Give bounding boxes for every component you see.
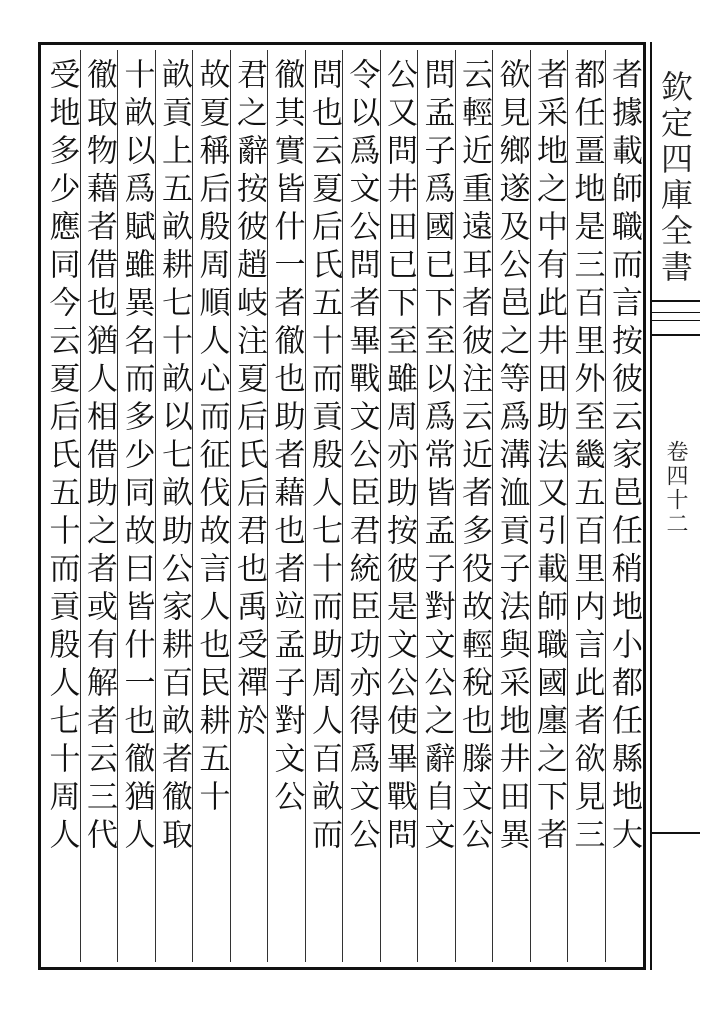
column-rule bbox=[492, 50, 493, 962]
text-column: 畝貢上五畝耕七十畝以七畝助公家耕百畝者徹取 bbox=[156, 58, 192, 856]
fishtail-mark bbox=[652, 300, 700, 336]
column-rule bbox=[267, 50, 268, 962]
text-column: 欲見鄉遂及公邑之等爲溝洫貢子法與采地井田異 bbox=[493, 58, 530, 856]
text-column: 問孟子爲國已下至以爲常皆孟子對文公之辭自文 bbox=[418, 58, 455, 856]
margin-volume-number: 卷四十二 bbox=[663, 440, 688, 536]
text-column: 徹其實皆什一者徹也助者藉也者竝孟子對文公 bbox=[268, 58, 305, 818]
margin-book-title: 欽定四庫全書 bbox=[656, 70, 694, 286]
text-column: 十畝以爲賦雖異名而多少同故曰皆什一也徹猶人 bbox=[118, 58, 155, 856]
text-column: 公又問井田已下至雖周亦助按彼是文公使畢戰問 bbox=[381, 58, 417, 856]
text-column: 受地多少應同今云夏后氏五十而貢殷人七十周人 bbox=[43, 58, 80, 856]
text-column: 令以爲文公問者畢戰文公臣君統臣功亦得爲文公 bbox=[343, 58, 380, 856]
text-column: 徹取物藉者借也猶人相借助之者或有解者云三代 bbox=[81, 58, 117, 856]
column-rule bbox=[417, 50, 418, 962]
text-column: 都任畺地是三百里外至畿五百里内言此者欲見三 bbox=[568, 58, 605, 856]
column-rule bbox=[117, 50, 118, 962]
text-column: 君之辭按彼趙岐注夏后氏后君也禹受禪於 bbox=[231, 58, 267, 742]
text-column: 云輕近重遠耳者彼注云近者多役故輕稅也滕文公 bbox=[456, 58, 492, 856]
text-column: 問也云夏后氏五十而貢殷人七十而助周人百畝而 bbox=[306, 58, 342, 856]
column-rule bbox=[455, 50, 456, 962]
text-column: 者據載師職而言按彼云家邑任稍地小都任縣地大 bbox=[606, 58, 642, 856]
column-rule bbox=[567, 50, 568, 962]
text-column: 者采地之中有此井田助法又引載師職國廛之下者 bbox=[531, 58, 567, 856]
text-column: 故夏稱后殷周順人心而征伐故言人也民耕五十 bbox=[193, 58, 230, 818]
column-rule bbox=[342, 50, 343, 962]
column-rule bbox=[192, 50, 193, 962]
margin-tick bbox=[652, 832, 700, 834]
